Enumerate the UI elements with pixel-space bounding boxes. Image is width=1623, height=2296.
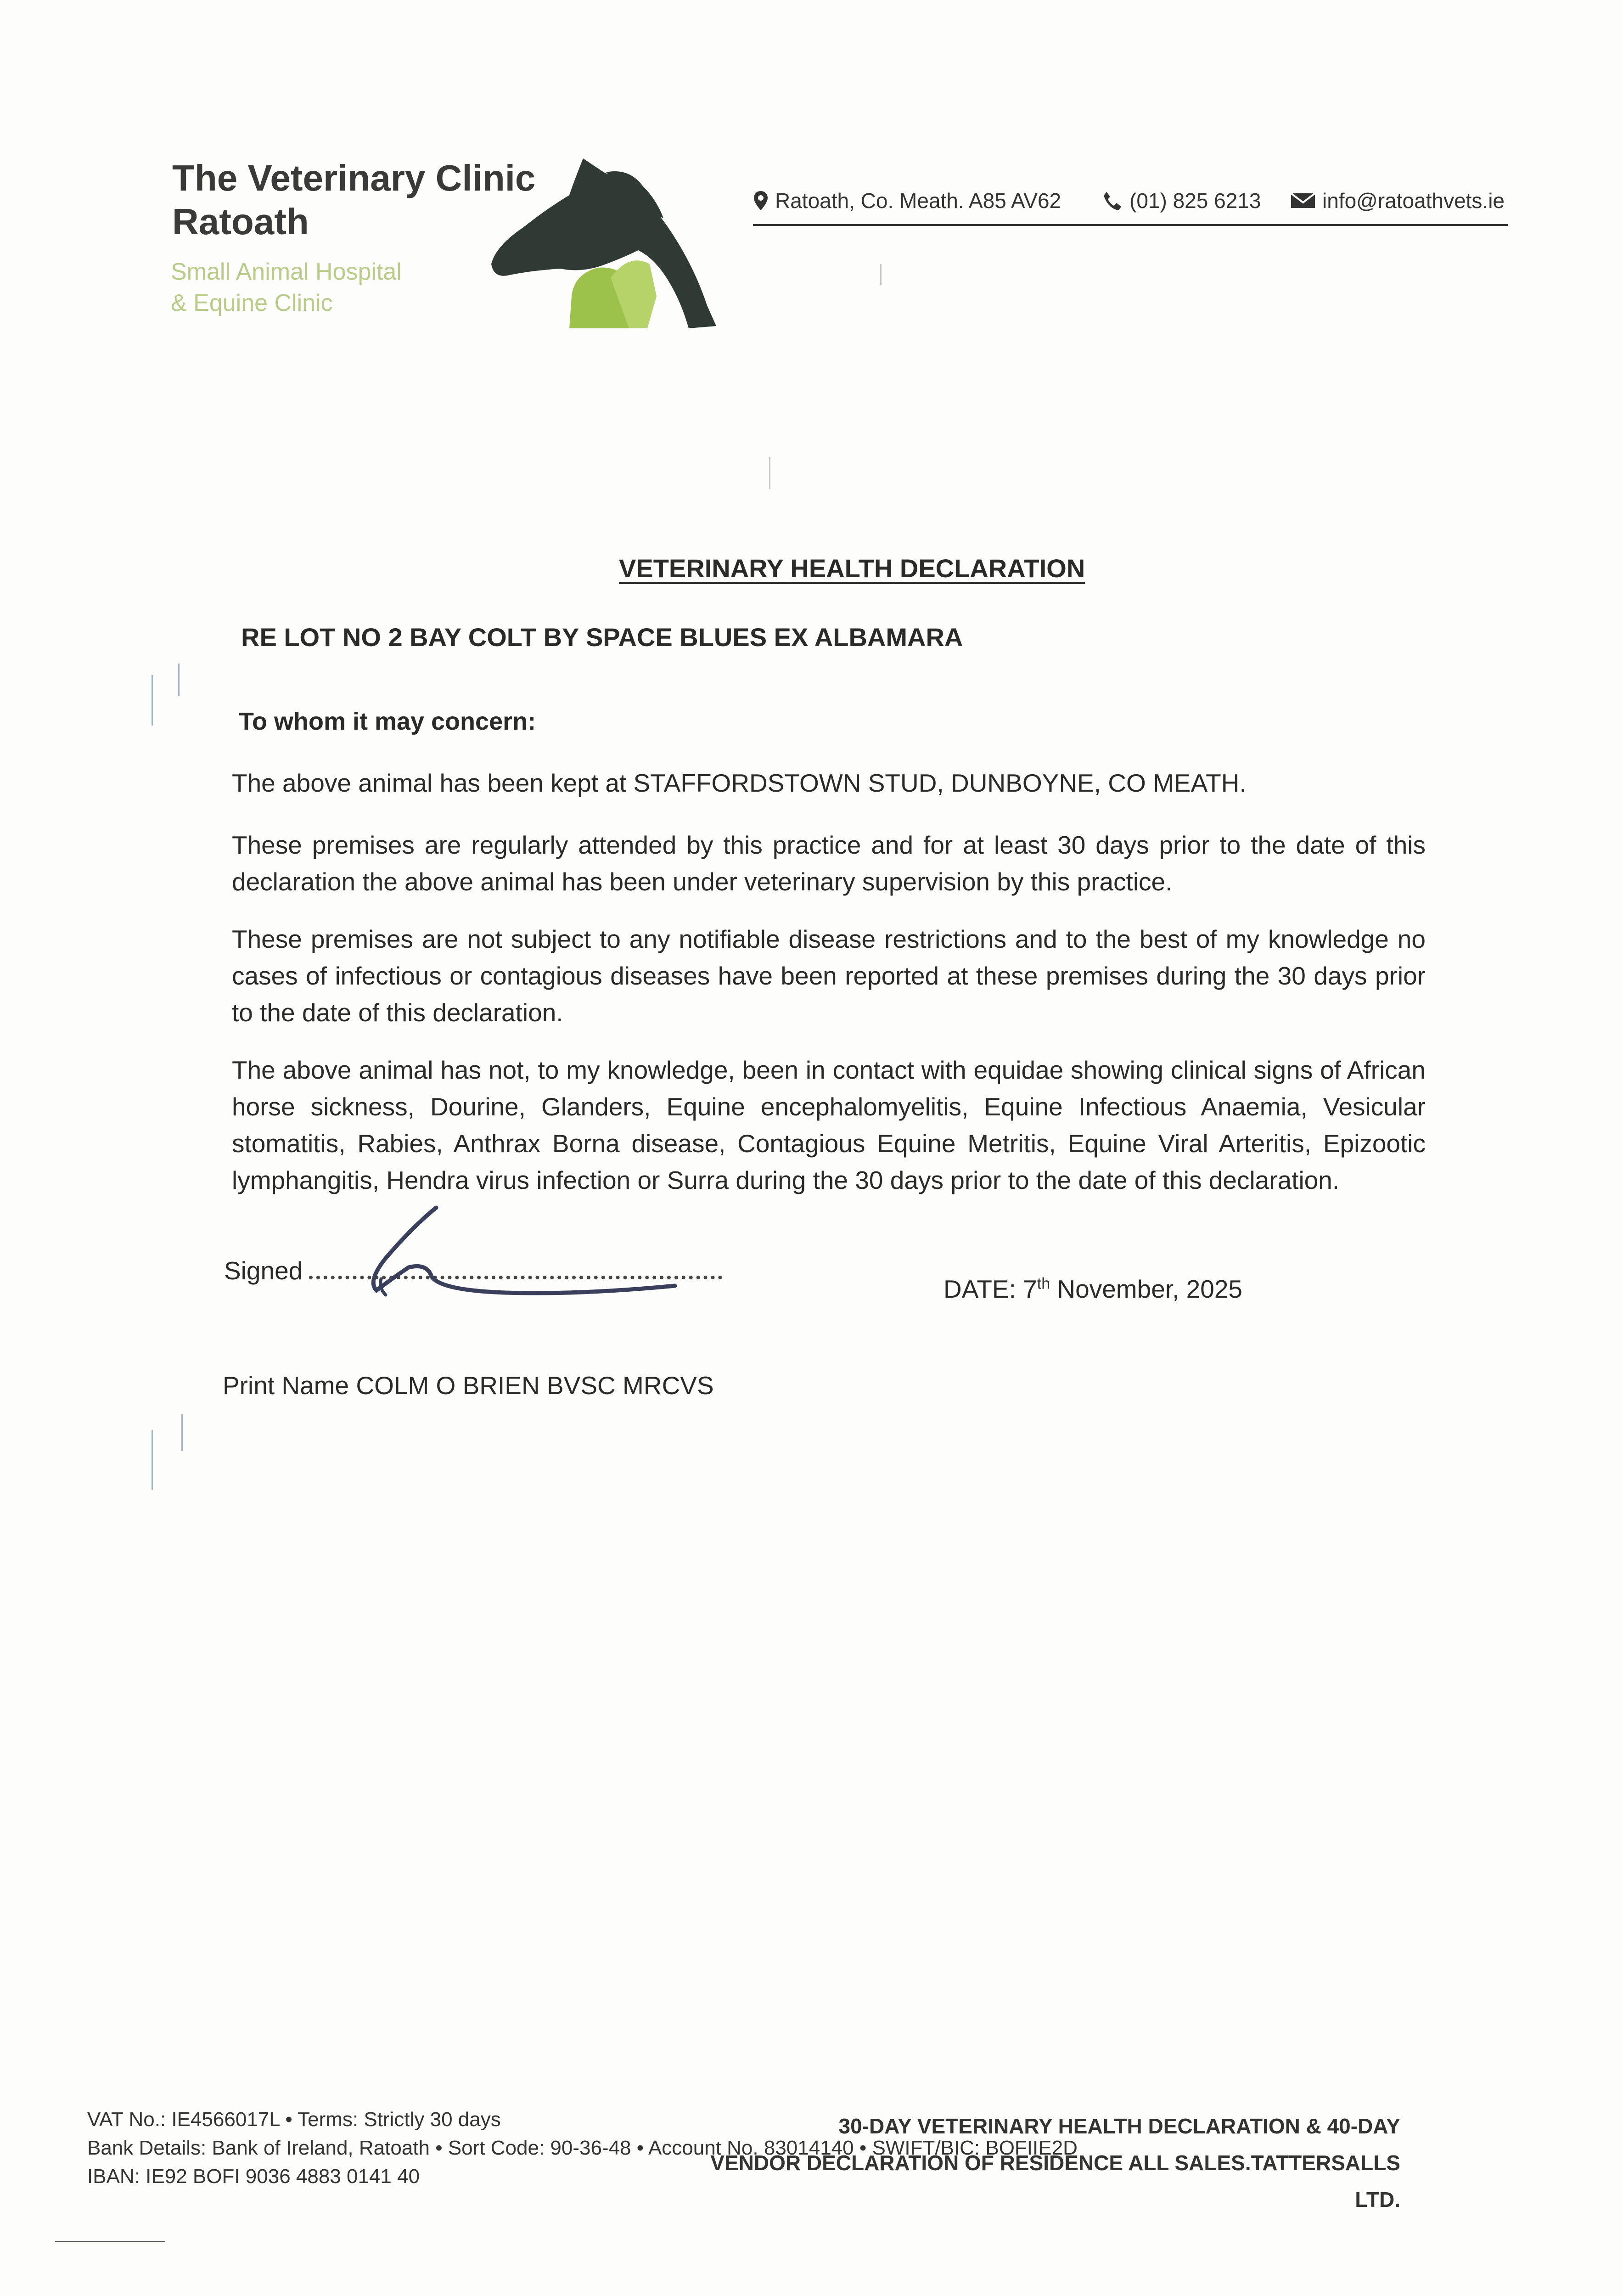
salutation: To whom it may concern: xyxy=(239,708,536,735)
stamp-line1: 30-DAY VETERINARY HEALTH DECLARATION & 40-DAY xyxy=(838,2114,1400,2138)
paragraph-premises: The above animal has been kept at STAFFORDSTOWN STUD, DUNBOYNE, CO MEATH. xyxy=(232,769,1247,797)
scan-mark xyxy=(178,664,180,696)
document-title: VETERINARY HEALTH DECLARATION xyxy=(619,554,1085,583)
clinic-name xyxy=(172,156,535,243)
phone-icon xyxy=(1102,190,1123,211)
email-text: info@ratoathvets.ie xyxy=(1322,189,1505,213)
paragraph-disease-contact: The above animal has not, to my knowledge, been in contact with equidae showing clinical signs of African horse sickness, Dourine, Glanders, Equine encephalomyelitis, Equine Infectious Anaemia, Vesicular stomatitis, Rabies, Anthrax Borna disease, Contagious Equine Metritis, Equine Viral Arteritis, Epizootic lymphangitis, Hendra virus infection or Surra during the 30 days prior to the date of this declaration. xyxy=(232,1056,1426,1194)
clinic-subtitle xyxy=(171,256,402,319)
clinic-name-line2: Ratoath xyxy=(172,201,309,242)
iban-line: IBAN: IE92 BOFI 9036 4883 0141 40 xyxy=(87,2165,420,2188)
contact-email xyxy=(1290,188,1505,213)
re-line: RE LOT NO 2 BAY COLT BY SPACE BLUES EX ALBAMARA xyxy=(241,623,963,652)
declaration-date xyxy=(943,1274,1242,1304)
signed-label: Signed xyxy=(224,1256,303,1285)
date-day: 7 xyxy=(1023,1275,1037,1303)
footer-stamp xyxy=(675,2108,1400,2218)
horse-dog-cat-logo-icon xyxy=(491,158,721,333)
address-text: Ratoath, Co. Meath. A85 AV62 xyxy=(775,189,1061,213)
contact-address xyxy=(753,188,1061,213)
contact-bar xyxy=(753,184,1508,226)
scan-mark xyxy=(181,1414,183,1451)
vat-line: VAT No.: IE4566017L • Terms: Strictly 30 days xyxy=(87,2108,501,2131)
paragraph-restrictions: These premises are not subject to any notifiable disease restrictions and to the best of my knowledge no cases of infectious or contagious diseases have been reported at these premises during the 30 days prior to the date of this declaration. xyxy=(232,925,1426,1027)
date-label: DATE: xyxy=(943,1275,1016,1303)
date-suffix: th xyxy=(1037,1275,1050,1293)
location-pin-icon xyxy=(753,190,769,211)
scan-mark xyxy=(152,1430,153,1490)
footer-divider xyxy=(55,2241,165,2242)
stamp-line2: VENDOR DECLARATION OF RESIDENCE ALL SALES.TATTERSALLS LTD. xyxy=(710,2151,1400,2212)
print-name: Print Name COLM O BRIEN BVSC MRCVS xyxy=(223,1371,714,1400)
scan-mark xyxy=(880,264,882,285)
clinic-subtitle-line2: & Equine Clinic xyxy=(171,290,333,316)
bank-line: Bank Details: Bank of Ireland, Ratoath • Sort Code: 90-36-48 • Account No. 83014140 • SWIFT/BIC: BOFIIE2D xyxy=(87,2137,1078,2159)
envelope-icon xyxy=(1290,191,1316,210)
contact-phone xyxy=(1102,188,1261,213)
scan-mark xyxy=(152,675,153,726)
phone-text: (01) 825 6213 xyxy=(1129,189,1261,213)
scan-mark xyxy=(769,457,770,489)
clinic-name-line1: The Veterinary Clinic xyxy=(172,158,536,198)
clinic-subtitle-line1: Small Animal Hospital xyxy=(171,259,402,285)
date-rest: November, 2025 xyxy=(1057,1275,1242,1303)
handwritten-signature xyxy=(358,1199,689,1304)
paragraph-supervision: These premises are regularly attended by this practice and for at least 30 days prior to the date of this declaration the above animal has been under veterinary supervision by this practice. xyxy=(232,831,1426,896)
